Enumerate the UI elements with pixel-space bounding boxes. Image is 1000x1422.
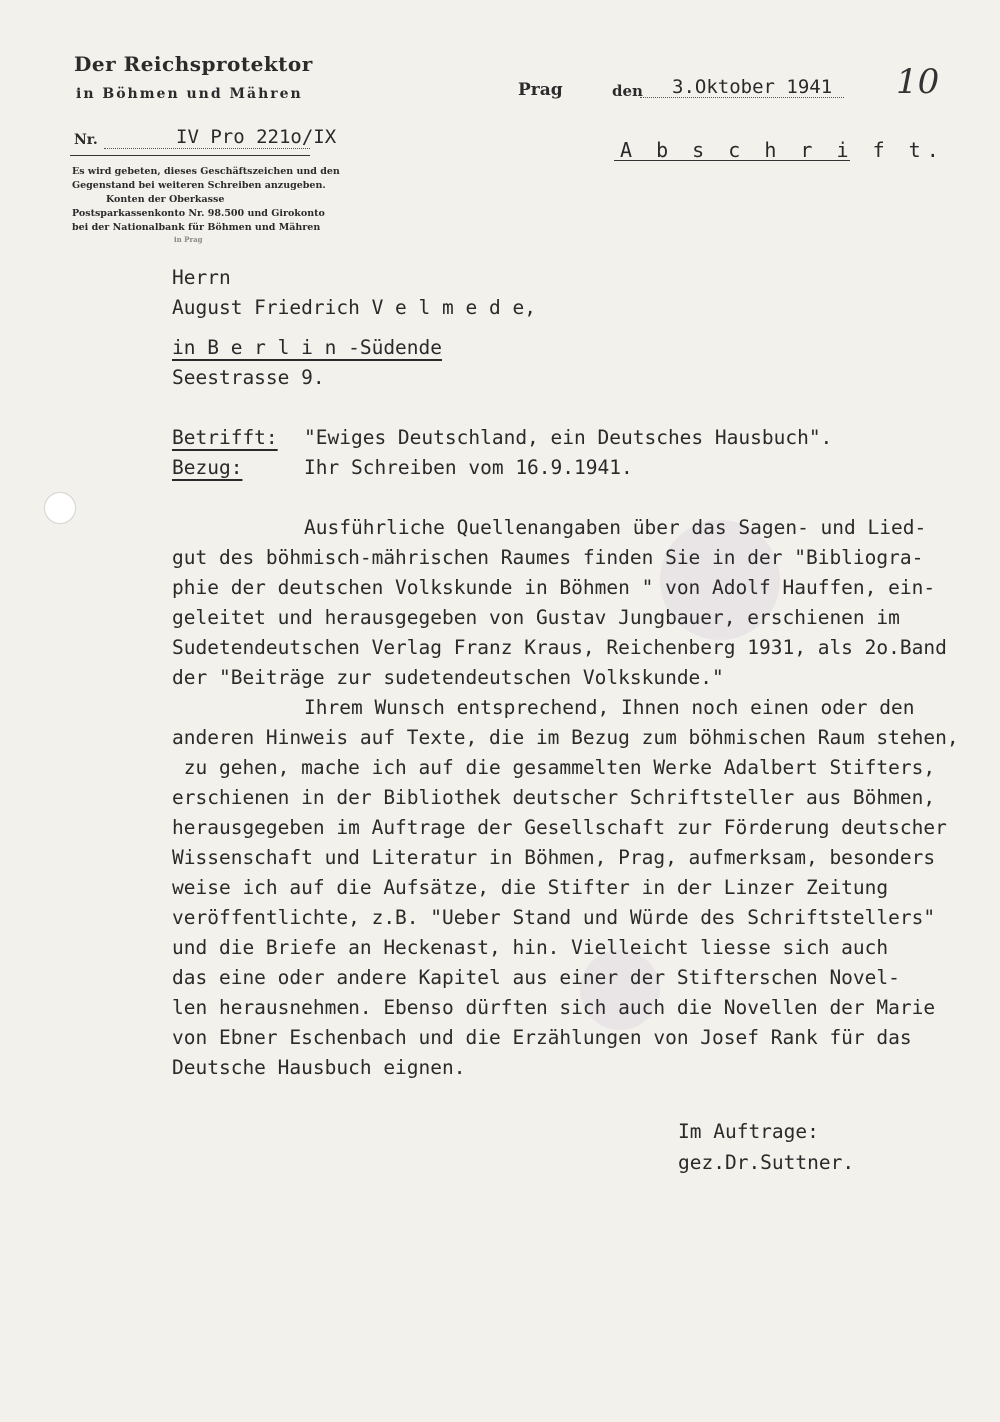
punch-hole — [44, 492, 76, 524]
letterhead-note-line: Konten der Oberkasse — [106, 194, 225, 205]
address-line: Herrn — [172, 266, 231, 289]
address-line: August Friedrich V e l m e d e, — [172, 296, 536, 319]
address-line: Seestrasse 9. — [172, 366, 325, 389]
body-line: veröffentlichte, z.B. "Ueber Stand und Würde des Schriftstellers" — [172, 906, 936, 929]
closing-line: Im Auftrage: — [678, 1120, 819, 1143]
body-line: Wissenschaft und Literatur in Böhmen, Prag, aufmerksam, besonders — [172, 846, 936, 869]
copy-marker-underline — [614, 160, 850, 161]
body-line: der "Beiträge zur sudetendeutschen Volkskunde." — [172, 666, 724, 689]
reference-dotted-line — [104, 148, 310, 149]
date-prefix: den — [612, 82, 643, 100]
folio-number: 10 — [896, 62, 940, 102]
letterhead-note-line: Gegenstand bei weiteren Schreiben anzugeben. — [72, 180, 326, 191]
body-line: len herausnehmen. Ebenso dürften sich auch die Novellen der Marie — [172, 996, 936, 1019]
body-line: Deutsche Hausbuch eignen. — [172, 1056, 466, 1079]
body-line: und die Briefe an Heckenast, hin. Vielleicht liesse sich auch — [172, 936, 889, 959]
letterhead-title: Der Reichsprotektor — [74, 52, 313, 76]
address-line: in B e r l i n -Südende — [172, 336, 443, 359]
letter-date: 3.Oktober 1941 — [672, 76, 833, 98]
letterhead-note-line: bei der Nationalbank für Böhmen und Mähren — [72, 222, 321, 233]
place-name: Prag — [518, 80, 563, 100]
body-line: phie der deutschen Volkskunde in Böhmen " von Adolf Hauffen, ein- — [172, 576, 936, 599]
body-line: das eine oder andere Kapitel aus einer der Stifterschen Novel- — [172, 966, 900, 989]
body-line: zu gehen, mache ich auf die gesammelten Werke Adalbert Stifters, — [172, 756, 936, 779]
bezug-text: Ihr Schreiben vom 16.9.1941. — [304, 456, 633, 479]
body-line: Sudetendeutschen Verlag Franz Kraus, Reichenberg 1931, als 2o.Band — [172, 636, 947, 659]
letterhead-subtitle: in Böhmen und Mähren — [76, 86, 303, 102]
body-line: gut des böhmisch-mährischen Raumes finden Sie in der "Bibliogra- — [172, 546, 924, 569]
body-line: erschienen in der Bibliothek deutscher Schriftsteller aus Böhmen, — [172, 786, 936, 809]
letterhead-divider — [70, 155, 310, 156]
body-line: Ihrem Wunsch entsprechend, Ihnen noch einen oder den — [304, 696, 915, 719]
letterhead-note-line: in Prag — [174, 235, 203, 244]
body-line: von Ebner Eschenbach und die Erzählungen von Josef Rank für das — [172, 1026, 912, 1049]
betrifft-text: "Ewiges Deutschland, ein Deutsches Hausbuch". — [304, 426, 833, 449]
body-line: weise ich auf die Aufsätze, die Stifter in der Linzer Zeitung — [172, 876, 889, 899]
body-line: herausgegeben im Auftrage der Gesellschaft zur Förderung deutscher — [172, 816, 947, 839]
signature-line: gez.Dr.Suttner. — [678, 1151, 855, 1174]
reference-number: IV Pro 221o/IX — [176, 126, 337, 148]
letterhead-note-line: Es wird gebeten, dieses Geschäftszeichen und den — [72, 166, 340, 177]
body-line: geleitet und herausgegeben von Gustav Jungbauer, erschienen im — [172, 606, 900, 629]
betrifft-label: Betrifft: — [172, 426, 278, 449]
body-line: Ausführliche Quellenangaben über das Sagen- und Lied- — [304, 516, 927, 539]
body-line: anderen Hinweis auf Texte, die im Bezug zum böhmischen Raum stehen, — [172, 726, 959, 749]
copy-marker: A b s c h r i f t. — [620, 138, 945, 162]
bezug-label: Bezug: — [172, 456, 243, 479]
letterhead-note-line: Postsparkassenkonto Nr. 98.500 und Girokonto — [72, 208, 325, 219]
reference-label: Nr. — [74, 132, 98, 148]
